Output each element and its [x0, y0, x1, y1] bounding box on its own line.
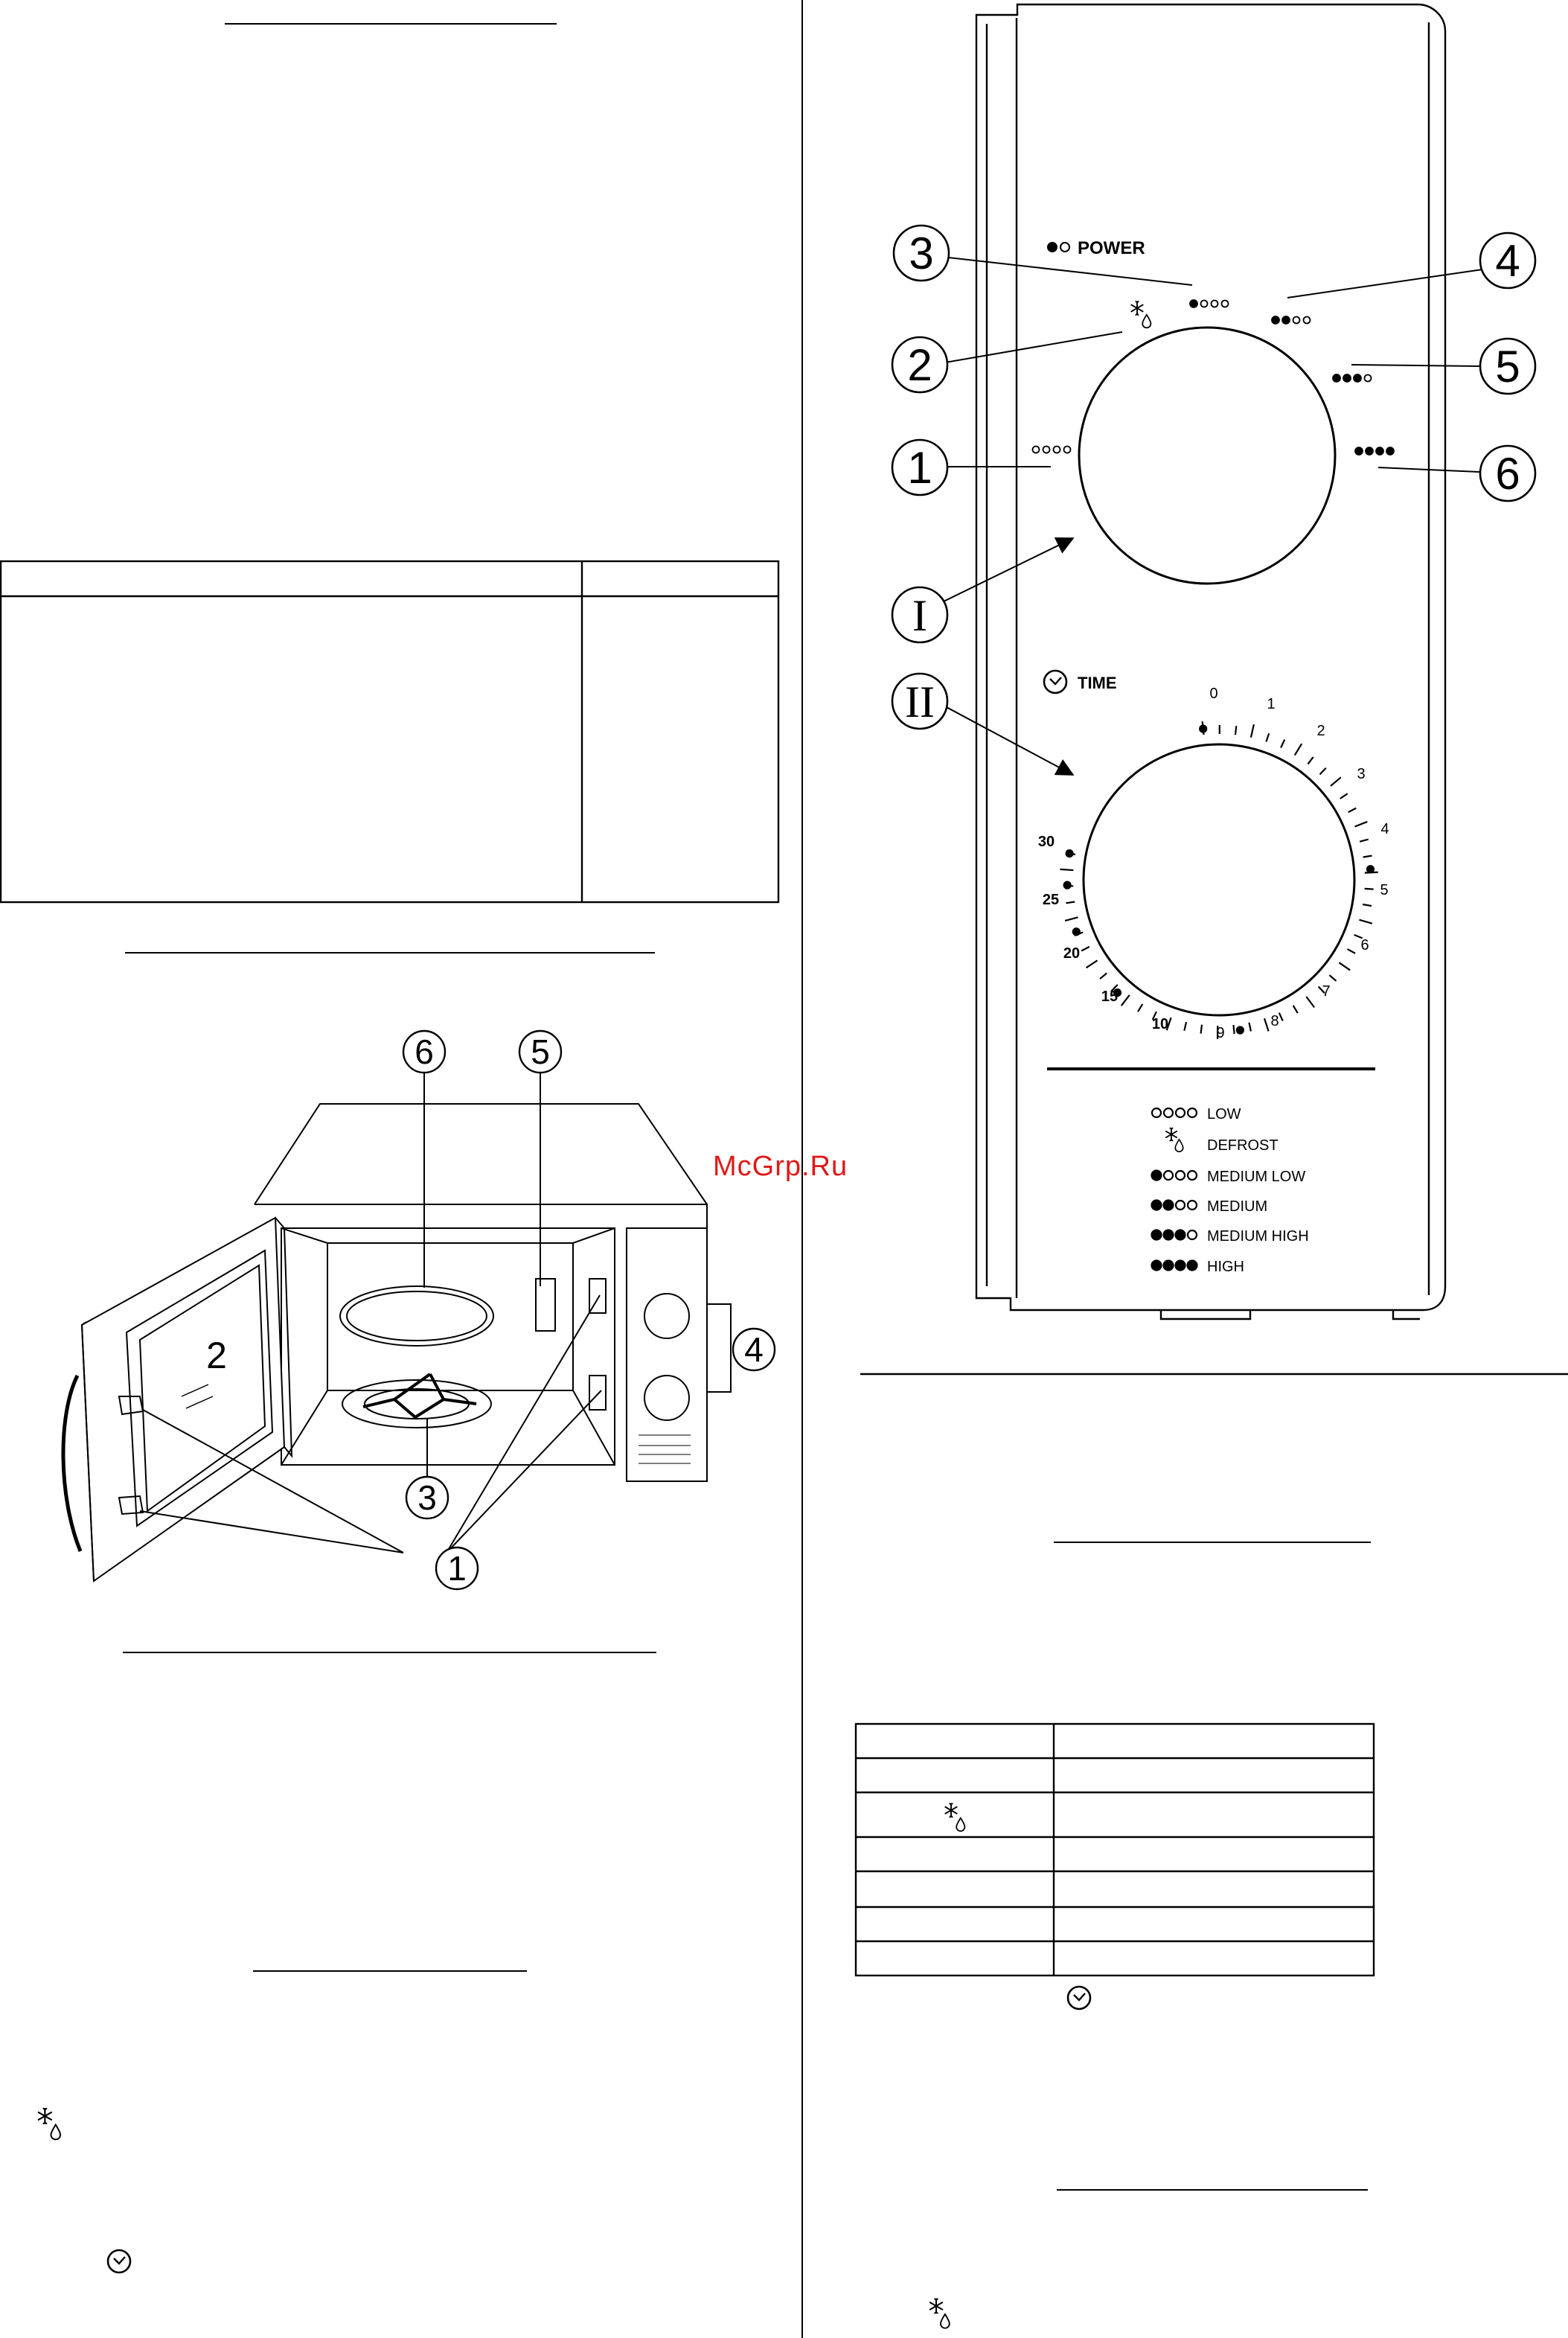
legend-dots-low: [1152, 1108, 1197, 1117]
timer-dot: [1237, 1027, 1244, 1034]
legend-dots-medium: [1152, 1201, 1197, 1210]
timer-tick: [1363, 856, 1372, 857]
timer-dot: [1200, 726, 1206, 732]
oven-callout-6: 6: [415, 1032, 434, 1071]
panel-callout-3: 3: [909, 229, 934, 278]
timer-tick: [1184, 1022, 1186, 1031]
timer-tick: [1100, 973, 1107, 979]
power-knob[interactable]: [1079, 328, 1335, 584]
timer-num-8: 8: [1270, 1013, 1279, 1029]
defrost-icon: [38, 2108, 60, 2139]
timer-num-9: 9: [1216, 1025, 1225, 1041]
power-table: [856, 1724, 1374, 1976]
panel-callout-4: 4: [1495, 236, 1520, 286]
legend-medium-low: MEDIUM LOW: [1207, 1169, 1306, 1185]
timer-num-0: 0: [1209, 686, 1218, 702]
timer-dot: [1066, 850, 1073, 857]
panel-callout-I: I: [912, 591, 927, 640]
timer-tick: [1293, 1006, 1298, 1013]
defrost-icon: [929, 2299, 950, 2328]
timer-tick: [1331, 777, 1341, 786]
timer-tick: [1060, 869, 1073, 870]
timer-tick: [1347, 949, 1355, 954]
timer-tick: [1354, 822, 1367, 827]
timer-tick: [1233, 1025, 1234, 1034]
panel-callout-1: 1: [907, 443, 932, 493]
timer-tick: [1235, 726, 1236, 735]
timer-num-6: 6: [1360, 937, 1369, 954]
timer-tick: [1264, 1018, 1269, 1031]
timer-tick: [1360, 840, 1369, 842]
timer-num-10: 10: [1151, 1016, 1169, 1032]
legend-medium-high: MEDIUM HIGH: [1207, 1228, 1309, 1245]
power-legend-dot-empty: [1060, 243, 1069, 252]
timer-tick: [1340, 793, 1348, 799]
oven-callout-5: 5: [531, 1032, 550, 1071]
timer-tick: [1348, 808, 1357, 813]
timer-num-2: 2: [1316, 723, 1325, 739]
timer-tick: [1087, 960, 1098, 968]
legend-high: HIGH: [1207, 1259, 1244, 1275]
timer-clock-icon: [1044, 671, 1066, 693]
timer-num-15: 15: [1101, 988, 1119, 1005]
timer-num-1: 1: [1267, 696, 1276, 712]
timer-tick: [1308, 757, 1313, 764]
legend-dots-medium-high: [1152, 1230, 1197, 1240]
timer-tick: [1320, 768, 1326, 775]
timer-num-20: 20: [1063, 945, 1081, 962]
timer-tick: [1295, 744, 1302, 755]
timer-dot: [1073, 928, 1080, 935]
timer-tick: [1329, 975, 1336, 981]
timer-num-5: 5: [1380, 882, 1389, 898]
timer-num-4: 4: [1380, 821, 1389, 837]
timer-tick: [1201, 1025, 1202, 1034]
watermark: McGrp.Ru: [713, 1151, 848, 1182]
timer-tick: [1306, 997, 1314, 1007]
spec-table: [1, 561, 778, 902]
legend-dots-medium-low: [1152, 1171, 1197, 1181]
timer-tick: [1249, 1023, 1250, 1032]
timer-num-25: 25: [1042, 892, 1060, 908]
timer-tick: [1065, 917, 1078, 921]
timer-tick: [1081, 947, 1089, 951]
power-legend: [1152, 1106, 1309, 1275]
legend-dots-high: [1152, 1261, 1197, 1271]
timer-tick: [1339, 962, 1350, 970]
timer-tick: [1251, 724, 1254, 738]
defrost-marker-icon: [1131, 301, 1151, 328]
timer-knob[interactable]: [1084, 744, 1354, 1015]
oven-callout-1: 1: [447, 1549, 467, 1588]
oven-callout-3: 3: [417, 1478, 437, 1517]
table-clock-icon: [1068, 1987, 1090, 2009]
timer-tick: [1359, 920, 1372, 924]
power-legend-dot-filled: [1047, 242, 1057, 252]
oven-callout-2: 2: [206, 1335, 227, 1376]
panel-callout-5: 5: [1495, 342, 1520, 392]
oven-callout-4: 4: [744, 1330, 764, 1369]
timer-tick: [1363, 904, 1372, 906]
timer-num-7: 7: [1322, 983, 1331, 1000]
timer-tick: [1121, 995, 1130, 1006]
timer-num-3: 3: [1357, 766, 1366, 782]
legend-defrost: DEFROST: [1207, 1137, 1279, 1154]
panel-callout-6: 6: [1495, 449, 1520, 499]
timer-num-30: 30: [1037, 834, 1055, 850]
legend-medium: MEDIUM: [1207, 1198, 1268, 1215]
panel-callout-2: 2: [907, 340, 932, 390]
legend-defrost-icon: [1165, 1128, 1183, 1152]
table-defrost-icon: [945, 1803, 965, 1831]
timer-tick: [1279, 1013, 1283, 1021]
power-label: POWER: [1078, 238, 1145, 258]
timer-tick: [1138, 1004, 1142, 1012]
timer-tick: [1266, 733, 1269, 741]
legend-low: LOW: [1207, 1106, 1241, 1122]
panel-callout-II: II: [905, 677, 935, 726]
clock-icon: [108, 2250, 130, 2272]
timer-tick: [1281, 740, 1284, 748]
timer-tick: [1066, 901, 1075, 903]
oven-diagram: [63, 1104, 707, 1581]
timer-dot: [1367, 866, 1374, 872]
time-label: TIME: [1078, 674, 1117, 692]
timer-dot: [1064, 882, 1071, 889]
